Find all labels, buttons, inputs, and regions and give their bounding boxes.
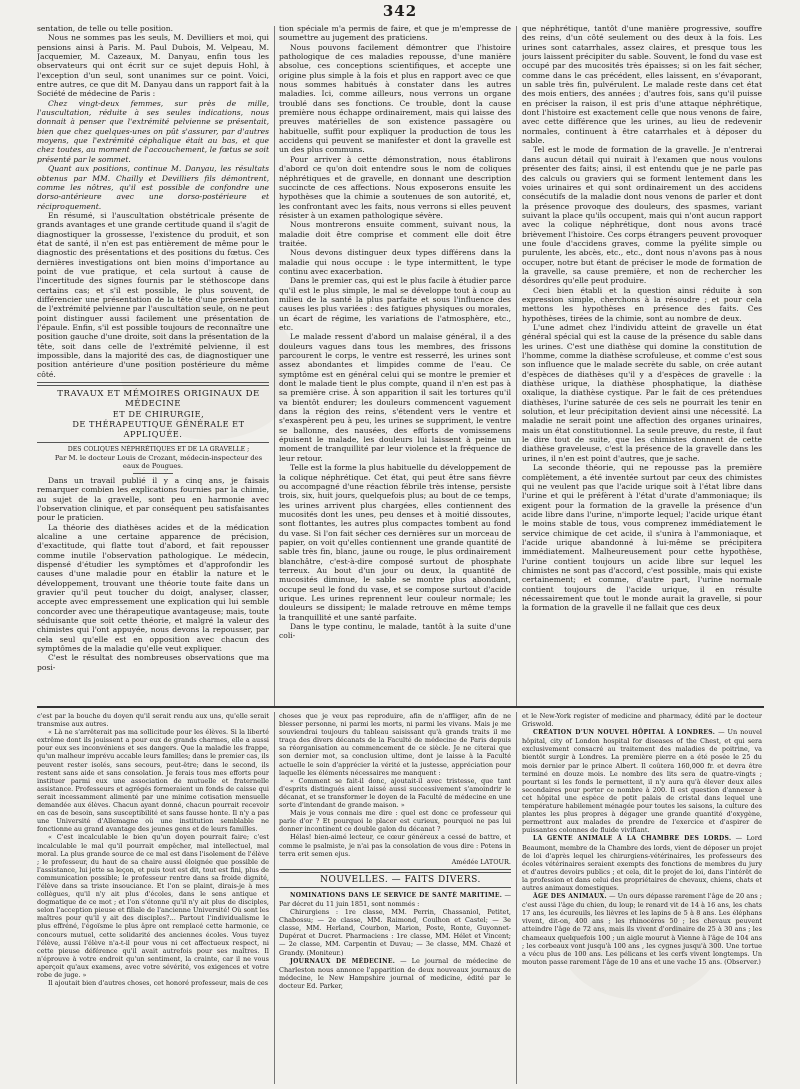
paragraph: Telle est la forme la plus habituelle du développement de la colique néphrétique. Cet état, qui peut être sans fièvre ou accompagné d'une réaction fébrile très intense, persiste trois, six, huit jours, quelquefois plus; au bout de ce temps, les urines arrivent plus chargées, elles contiennent des mucosités dont les unes, peu denses et à moitié dissoutes, sont flottantes, les autres plus compactes tombent au fond du vase. Si l'on fait sécher ces dernières sur un morceau de papier, on voit qu'elles contiennent une grande quantité de sable très fin, blanc, jaune ou rouge, le plus ordinairement blanchâtre, c'est-à-dire composé surtout de phosphate terreux. Au bout d'un jour ou deux, la quantité de mucosités diminue, le sable se montre plus abondant, occupe seul le fond du vase, et se compose surtout d'acide urique. Les urines reprennent leur couleur normale; les douleurs se dissipent; le malade retrouve en même temps la tranquillité et une santé parfaite.	[279, 463, 511, 622]
bottom-column-2	[279, 712, 511, 1084]
article-body	[37, 476, 269, 672]
article-byline: Par M. le docteur Louis de Crozant, médecin-inspecteur des eaux de Pougues.	[54, 454, 263, 471]
paragraph: C'est le résultat des nombreuses observations que ma posi-	[37, 653, 269, 672]
divider	[133, 473, 173, 474]
news-item	[522, 892, 762, 966]
section-title: ET DE CHIRURGIE,	[112, 409, 205, 420]
paragraph: Dans le premier cas, qui est le plus facile à étudier parce qu'il est le plus simple, le mal se développe tout à coup au milieu de la santé la plus parfaite et sous l'influence des causes les plus variées : des fatigues physiques ou morales, un écart de régime, les variations de l'atmosphère, etc., etc.	[279, 276, 511, 332]
paragraph: et le New-York register of medicine and pharmacy, édité par le docteur Griswold.	[522, 712, 762, 729]
paragraph: Chez vingt-deux femmes, sur près de mille, l'auscultation, réduite à ses seules indications, nous donnait à penser que l'extrémité pelvienne se présentait, bien que chez quelques-unes on pût s'assurer, par d'autres moyens, que l'extrémité céphalique était au bas, et que chez toutes, au moment de l'accouchement, le fœtus se soit présenté par le sommet.	[37, 98, 269, 164]
horizontal-divider	[37, 706, 764, 708]
section-divider	[279, 869, 511, 873]
column-divider	[274, 712, 275, 1084]
news-item-lead: ÂGE DES ANIMAUX.	[533, 893, 607, 901]
news-item-text: — Un ours dépasse rarement l'âge de 20 ans ; c'est aussi l'âge du chien, du loup; le renard vit de 14 à 16 ans, les chats 17 ans, les écureuils, les lièvres et les lapins de 5 à 8 ans. Les éléphans vivent, dit-on, 400 ans ; les rhinocéros 50 ; les chevaux peuvent atteindre l'âge de 72 ans, mais ils vivent d'ordinaire de 25 à 30 ans ; les chameaux quelquefois 100 ; un aigle mourut à Vienne à l'âge de 104 ans ; les corbeaux vont jusqu'à 100 ans , les cygnes jusqu'à 300. Une tortue a vécu plus de 100 ans. Les pélicans et les cerfs vivent longtemps. Un mouton passe rarement l'âge de 10 ans et une vache 15 ans. (Observer.)	[522, 892, 762, 966]
paragraph: Tel est le mode de formation de la gravelle. Je n'entrerai dans aucun détail qui nuirait à l'examen que nous voulons présenter des faits; ainsi, il est entendu que je ne parle pas des calculs ou graviers qui se forment lentement dans les voies urinaires et qui sont ordinairement un des accidens consécutifs de la maladie dont nous venons de parler et dont la présence provoque des douleurs, des spasmes, variant suivant la place qu'ils occupent, mais qui n'ont aucun rapport avec la colique néphrétique, dont nous avons tracé brièvement l'histoire. Ces corps étrangers peuvent provoquer une foule d'accidens graves, comme la pyélite simple ou purulente, les abcès, etc., etc., dont nous n'avons pas à nous occuper, notre but étant de préciser le mode de formation de la gravelle, sa cause première, et non de rechercher les désordres qu'elle peut produire.	[522, 145, 762, 286]
top-column-3	[522, 24, 762, 704]
paragraph: que néphrétique, tantôt d'une manière progressive, souffre des reins, d'un côté seulement ou des deux à la fois. Les urines sont catarrhales, assez claires, et presque tous les jours laissent précipiter du sable. Souvent, le fond du vase est occupé par des mucosités très épaisses; si on les fait sécher, comme dans le cas précédent, elles laissent, en s'évaporant, un sable très fin, pulvérulent. Le malade reste dans cet état des mois entiers, des années ; d'autres fois, sans qu'il puisse en préciser la raison, il est pris d'une attaque néphrétique, dont l'histoire est exactement celle que nous venons de faire, avec cette différence que les urines, au lieu de redevenir normales, continuent à être catarrhales et à déposer du sable.	[522, 24, 762, 146]
bottom-column-1	[37, 712, 269, 1084]
paragraph: Dans un travail publié il y a cinq ans, je faisais remarquer combien les explications fournies par la chimie, au sujet de la gravelle, sont peu en harmonie avec l'observation clinique, et par conséquent peu satisfaisantes pour le praticien.	[37, 475, 269, 523]
paragraph: sentation, de telle ou telle position.	[37, 24, 174, 33]
paragraph: Nous ne sommes pas les seuls, M. Devilliers et moi, qui pensions ainsi à Paris. M. Paul Dubois, M. Velpeau, M. Jacquemier, M. Cazeaux, M. Danyau, enfin tous les observateurs qui ont écrit sur ce sujet depuis Hohl, à l'exception d'un seul, sont unanimes sur ce point. Voici, entre autres, ce que dit M. Danyau dans un rapport fait à la Société de médecine de Paris :	[37, 33, 269, 99]
news-item-text: — Un nouvel hôpital, city of London hospital for diseases of the Chest, et qui sera exclusivement consacré au traitement des maladies de poitrine, va bientôt surgir à Londres. La première pierre en a été posée le 25 du mois dernier par le prince Albert. Il coûtera 160,000 fr. et devra être terminé en douze mois. Le nombre des lits sera de quatre-vingts ; pourtant si les fonds le permettent, il n'y aura qu'à élever deux ailes secondaires pour porter ce nombre à 200. Il est question d'annexer à cet hôpital une espèce de petit palais de cristal dans lequel une température habilement ménagée pour toutes les saisons, la culture des plantes les plus propres à dégager une grande quantité d'oxygène, permettront aux malades de prendre de l'exercice et d'aspirer de puissantes colonnes de fluide vivifiant.	[522, 728, 762, 835]
top-col1-paragraphs	[37, 24, 269, 379]
paragraph: En résumé, si l'auscultation obstétricale présente de grands avantages et une grande certitude quand il s'agit de diagnostiquer la grossesse, l'existence du produit, et son état de santé, il n'en est pas entièrement de même pour le diagnostic des présentations et des positions du fœtus. Ces dernières investigations ont bien moins d'importance au point de vue pratique, et cela surtout à cause de l'incertitude des signes fournis par le stéthoscope dans certains cas; et s'il est possible, le plus souvent, de différencier une présentation de la tête d'une présentation de l'extrémité pelvienne par l'auscultation seule, on ne peut point distinguer aussi facilement une présentation de l'épaule. Enfin, s'il est possible toujours de reconnaître une position gauche d'une droite, soit dans la présentation de la tête, soit dans celle de l'extrémité pelvienne, il est impossible, dans la majorité des cas, de diagnostiquer une position antérieure d'une position postérieure du même côté.	[37, 210, 269, 379]
section-header	[37, 389, 269, 474]
paragraph: Nous pouvons facilement démontrer que l'histoire pathologique de ces maladies repousse, d'une manière absolue, ces conceptions scientifiques, et accepte une origine plus simple à la fois et plus en rapport avec ce que nous sommes habitués à constater dans les autres maladies. Ici, comme ailleurs, nous verrons un organe troublé dans ses fonctions. Ce trouble, dont la cause première nous échappe ordinairement, mais qui laisse des preuves matérielles de son existence passagère ou habituelle, suffit pour expliquer la production de tous les accidens qui peuvent se manifester et dont la gravelle est un des plus communs.	[279, 42, 511, 155]
divider	[37, 442, 269, 443]
section-divider	[37, 382, 269, 386]
article-title: DES COLIQUES NÉPHRÉTIQUES ET DE LA GRAVELLE ;	[67, 446, 250, 454]
paragraph: choses que je veux pas reproduire, afin de n'affliger, afin de ne blesser personne, ni parmi les morts, ni parmi les vivans. Mais je me souviendrai toujours du tableau saisissant qu'à grands traits il me traça des divers décanats de la Faculté de médecine de Paris depuis sa réorganisation au commencement de ce siècle. Je ne citerai que son dernier mot, sa conclusion ultime, dont je laisse à la Faculté actuelle le soin d'apprécier la vérité et la justesse, appréciation pour laquelle les éléments nécessaires me manquent :	[279, 712, 511, 777]
author-signature: Amédée LATOUR.	[451, 857, 511, 866]
news-item-text: — Lord Beaumont, membre de la Chambre des lords, vient de déposer un projet de loi d'après lequel les chirurgiens-vétérinaires, les professeurs des écoles vétérinaires seraient exempts des fonctions de membres du jury et d'autres devoirs publics ; et cela, dit le projet de loi, dans l'intérêt de la profession et dans celui des propriétaires de chevaux, chiens, chats et autres animaux domestiques.	[522, 834, 762, 892]
paragraph: Nous montrerons ensuite comment, suivant nous, la maladie doit être comprise et comment elle doit être traitée.	[279, 220, 511, 248]
paragraph: « C'est incalculable le bien qu'un doyen pourrait faire; c'est incalculable le mal qu'il pourrait empêcher, mal intellectuel, mal moral. La plus grande source de ce mal est dans l'isolement de l'élève ; le professeur, du haut de sa chaire aussi éloignée que possible de l'assistance, lui jette sa leçon, et puis tout est dit, tout est fini, plus de communication possible; le professeur rentre dans sa froide dignité, l'élève dans sa triste insouciance. Et l'on se plaint, dirais-je à mes collègues, qu'il n'y ait plus d'écoles, dans le sens antique et dogmatique de ce mot ; et l'on s'étonne qu'il n'y ait plus de disciples, selon l'acception pieuse et filiale de l'ancienne Université! Où sont les maîtres pour qu'il y ait des disciples?... Partout l'individualisme le plus effréné, l'égoïsme le plus âpre ont remplacé cette harmonie, ce concours mutuel, cette solidarité des anciennes écoles. Vous tuyez l'élève, aussi l'élève n'a-t-il pour vous ni cet affectueux respect, ni cette pieuse déférence qu'il avait autrefois pour ses maîtres. Il n'éprouve à votre endroit qu'un sentiment, la crainte, car il ne vous aperçoit qu'aux examens, avec votre sévérité, vos exigences et votre robe de juge. »	[37, 833, 269, 979]
column-divider	[516, 26, 517, 706]
news-section-title: NOUVELLES. — FAITS DIVERS.	[320, 874, 481, 885]
bottom-column-3	[522, 712, 762, 1084]
column-divider	[516, 712, 517, 1084]
paragraph: L'une admet chez l'individu atteint de gravelle un état général spécial qui est la cause de la présence du sable dans les urines. C'est une diathèse qui domine la constitution de l'homme, comme la diathèse scrofuleuse, et comme c'est sous son influence que le malade secrète du sable, on crée autant d'espèces de diathèses qu'il y a d'espèces de gravelle : la diathèse urique, la diathèse phosphatique, la diathèse oxalique, la diathèse cystique. Par le fait de ces prétendues diathèses, l'urine saturée de ces sels ne pourrait les tenir en solution, et leur précipitation devient ainsi une nécessité. La maladie ne serait point une affection des organes urinaires, mais un état constitutionnel. La seule preuve, du reste, il faut le dire tout de suite, que les chimistes donnent de cette diathèse graveleuse, c'est la présence de la gravelle dans les urines, il n'en est point d'autres, que je sache.	[522, 323, 762, 463]
section-title: TRAVAUX ET MÉMOIRES ORIGINAUX DE MÉDECINE	[57, 389, 260, 410]
paragraph: Dans le type continu, le malade, tantôt à la suite d'une coli-	[279, 622, 511, 641]
top-column-2	[279, 24, 511, 704]
paragraph: Il ajoutait bien d'autres choses, cet honoré professeur, mais de ces	[48, 979, 269, 988]
news-item	[522, 728, 762, 834]
news-item	[279, 957, 511, 990]
news-item-lead: JOURNAUX DE MÉDECINE.	[290, 957, 396, 965]
page-number: 342	[382, 2, 418, 20]
paragraph: « Là ne s'arrêterait pas ma sollicitude pour les élèves. Si la liberté extrême dont ils jouissent a pour eux de grands charmes, elle a aussi pour eux ses inconvéniens et ses dangers. Que la maladie les frappe, qu'un malheur imprévu accable leurs familles; dans le premier cas, ils peuvent rester isolés, sans secours, peut-être; dans le second, ils restent sans aide et sans consolation. Je ferais tous mes efforts pour instituer parmi eux une association de mutuelle et fraternelle assistance. Professeurs et agrégés formeraient un fonds de caisse qui serait incessamment alimenté par une minime cotisation mensuelle demandée aux élèves. Chacun ayant donné, chacun pourrait recevoir en cas de besoin, sans susceptibilité et sans fausse honte. Il n'y a pas une Université d'Allemagne où une institution semblable ne fonctionne au grand avantage des jeunes gens et de leurs familles.	[37, 728, 269, 834]
paragraph: « Comment se fait-il donc, ajoutait-il avec tristesse, que tant d'esprits distingués aient laissé aussi successivement s'amoindrir le décanat, et se transformer le doyen de la Faculté de médecine en une sorte d'intendant de grande maison. »	[279, 776, 511, 810]
top-column-1	[37, 24, 269, 704]
news-item-lead: LA GENTE ANIMALE À LA CHAMBRE DES LORDS.	[533, 835, 732, 843]
section-title: DE THÉRAPEUTIQUE GÉNÉRALE ET APPLIQUÉE.	[72, 419, 245, 440]
paragraph: c'est par la bouche du doyen qu'il serait rendu aux uns, qu'elle serait transmise aux autres.	[37, 712, 269, 729]
divider	[279, 887, 511, 888]
paragraph: Hélas! bien-aimé lecteur, ce cœur généreux a cessé de battre, et comme le psalmiste, je n'ai pas la consolation de vous dire : Potens in terra erit semen ejus.	[279, 833, 511, 858]
paragraph: Pour arriver à cette démonstration, nous établirons d'abord ce qu'on doit entendre sous le nom de coliques néphrétiques et de gravelle, en donnant une description succincte de ces affections. Nous exposerons ensuite les hypothèses que la chimie a soutenues de son autorité, et, les confrontant avec les faits, nous verrons si elles peuvent résister à un examen pathologique sévère.	[279, 154, 511, 220]
news-item-lead: NOMINATIONS DANS LE SERVICE DE SANTÉ MARITIME.	[290, 891, 503, 899]
news-item-text: — Le journal de médecine de Charleston nous annonce l'apparition de deux nouveaux journaux de médecine, le New Hampshire journal of medicine, édité par le docteur Ed. Parker,	[279, 956, 511, 990]
news-item	[522, 834, 762, 892]
column-divider	[274, 26, 275, 706]
news-item-lead: CRÉATION D'UN NOUVEL HÔPITAL À LONDRES.	[533, 729, 716, 737]
paragraph: Chirurgiens : 1re classe, MM. Perrin, Chassaniol, Petitet, Chabossu; — 2e classe, MM. Raimond, Coulhon et Castel; — 3e classe, MM. Herland, Courbon, Marion, Poste, Ronte, Guyonnet-Dupérat et Ducret. Pharmaciens : 1re classe, MM. Hélet et Vincent; — 2e classe, MM. Carpentin et Duvau; — 3e classe, MM. Chazé et Grandy. (Moniteur.)	[279, 908, 511, 957]
paragraph: Nous devons distinguer deux types différens dans la maladie qui nous occupe : le type intermittent, le type continu avec exacerbation.	[279, 248, 511, 276]
paragraph: Quant aux positions, continue M. Danyau, les résultats obtenus par MM. Chailly et Devilliers fils démontrent, comme les nôtres, qu'il est possible de confondre une dorso-antérieure avec une dorso-postérieure et réciproquement.	[37, 164, 269, 211]
news-item-text: — Par décret du 11 juin 1851, sont nommés :	[279, 890, 511, 908]
paragraph: La théorie des diathèses acides et de la médication alcaline a une certaine apparence de précision, d'exactitude, qui flatte tout d'abord, et fait repousser comme inutile l'observation pathologique. Le médecin, dispensé d'étudier les symptômes et d'approfondir les causes d'une maladie pour en établir la nature et le développement, trouvant une théorie toute faite dans un gravier qu'il peut toucher du doigt, analyser, classer, accepte avec empressement une explication qui lui semble concorder avec une thérapeutique avantageuse; mais, toute séduisante que soit cette théorie, et malgré la valeur des chimistes qui l'ont appuyée, nous devons la repousser, par cela seul qu'elle est en opposition avec chacun des symptômes de la maladie qu'elle veut expliquer.	[37, 522, 269, 654]
paragraph: Ceci bien établi et la question ainsi réduite à son expression simple, cherchons à la résoudre ; et pour cela mettons les hypothèses en présence des faits. Ces hypothèses, tirées de la chimie, sont au nombre de deux.	[522, 285, 762, 323]
paragraph: Le malade ressent d'abord un malaise général, il a des douleurs vagues dans tous les membres, des frissons parcourent le corps, le ventre est resserré, les urines sont assez abondantes et limpides comme de l'eau. Ce symptôme est en général celui qui se montre le premier et dont le malade tient le plus compte, quand il n'en est pas à sa première crise. À son apparition il sait les tortures qu'il va bientôt endurer; les douleurs commencent vaguement dans la région des reins, s'étendent vers le ventre et s'exaspèrent peu à peu, les urines se suppriment, le ventre se ballonne, des nausées, des efforts de vomissemens épuisent le malade, les douleurs lui laissent à peine un moment de tranquillité par leur violence et la fréquence de leur retour.	[279, 332, 511, 463]
news-item	[279, 891, 511, 908]
paragraph: Mais je vous connais me dire : quel est donc ce professeur qui parle d'or ? Et pourquoi le placer est curieux, pourquoi ne pas lui donner incontinent ce double galon du décanat ?	[279, 809, 511, 834]
paragraph: La seconde théorie, qui ne repousse pas la première complètement, a été inventée surtout par ceux des chimistes qui ne veulent pas que l'acide urique soit à l'état libre dans l'urine et qui le préfèrent à l'état d'urate d'ammoniaque; ils exigent pour la formation de la gravelle la présence d'un acide libre dans l'urine, n'importe lequel; l'acide urique étant le moins stable de tous, vous comprenez immédiatement le service chimique de cet acide, il s'unira à l'ammoniaque, et l'acide urique abandonné à lui-même se précipitera immédiatement. Malheureusement pour cette hypothèse, l'urine contient toujours un acide libre sur lequel les chimistes ne sont pas d'accord, c'est possible, mais qui existe certainement; et comme, d'autre part, l'urine normale contient toujours de l'acide urique, il en résulte nécessairement que tout le monde aurait la gravelle, si pour la formation de la gravelle il ne fallait que ces deux	[522, 463, 762, 613]
paragraph: tion spéciale m'a permis de faire, et que je m'empresse de soumettre au jugement des praticiens.	[279, 24, 511, 43]
